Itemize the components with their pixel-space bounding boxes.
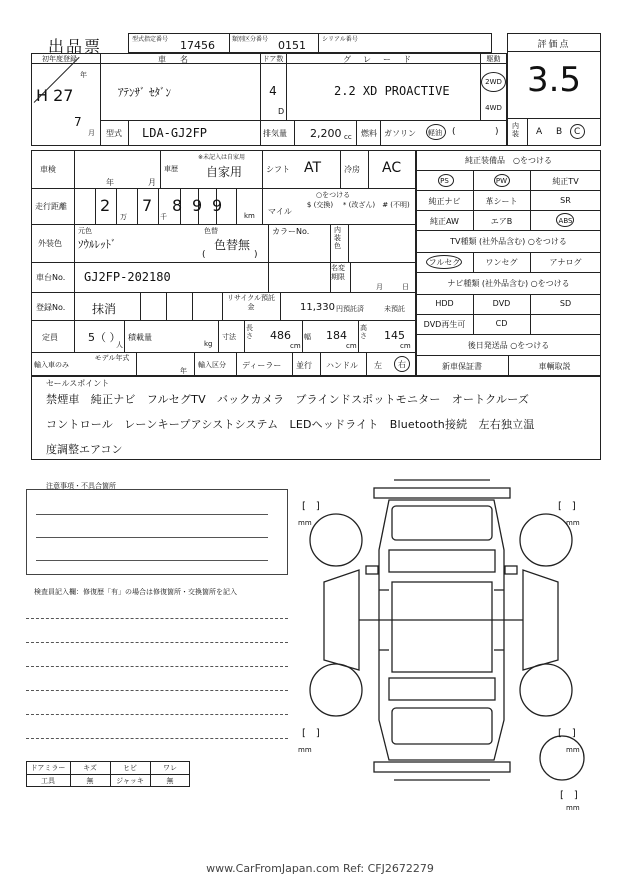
grade-label: グレード <box>343 55 423 64</box>
grade: 2.2 XD PROACTIVE <box>334 84 450 98</box>
equip-tv: 純正TV <box>552 177 579 186</box>
chassis-label: 車台No. <box>36 273 66 282</box>
name-change-label: 名変期限 <box>331 264 345 281</box>
left-side <box>324 570 359 670</box>
handle-right: 右 <box>398 360 406 369</box>
legend-h-crack: ヒビ <box>123 764 137 772</box>
fuel-label: 燃料 <box>361 129 377 138</box>
roof-outline <box>379 500 504 760</box>
height: 145 <box>384 329 405 342</box>
model-year-label: モデル年式 <box>94 354 130 362</box>
later-warranty: 新車保証書 <box>442 362 482 371</box>
navi-sd: SD <box>559 299 572 308</box>
mileage-label: 走行距離 <box>35 202 67 211</box>
displacement-unit: cc <box>344 133 352 141</box>
roof <box>392 582 492 672</box>
tv-analog: アナログ <box>549 258 582 267</box>
sales-line-2: コントロール レーンキープアシストシステム LEDヘッドライト Bluetooth接続 左右独立温 <box>46 418 535 431</box>
interior-b: B <box>556 127 563 137</box>
drive-2wd: 2WD <box>485 78 502 86</box>
original-color-label: 元色 <box>78 227 92 235</box>
car-body-diagram <box>294 470 594 810</box>
drive-label: 駆動 <box>486 55 501 63</box>
form-title: 出品票 <box>48 37 103 56</box>
later-manual: 車輌取説 <box>538 362 571 371</box>
drive-4wd: 4WD <box>485 104 502 112</box>
ac: AC <box>382 160 402 176</box>
inspection-month-unit: 月 <box>148 178 156 187</box>
mileage-km-unit: km <box>244 212 255 220</box>
handle-left: 左 <box>374 361 382 370</box>
equip-pw: PW <box>495 177 508 185</box>
navi-hdd: HDD <box>435 299 454 308</box>
door-suffix: D <box>278 107 285 116</box>
tire-rl-unit: mm <box>298 746 312 754</box>
class-code: 0151 <box>278 39 306 52</box>
later-label: 後日発送品 ○をつける <box>467 341 550 350</box>
mileage-opt-tamper: * (改ざん) <box>342 201 376 209</box>
chassis-no: GJ2FP-202180 <box>84 270 171 284</box>
equip-navi: 純正ナビ <box>428 197 461 206</box>
right-mirror <box>505 566 517 574</box>
model-code: 17456 <box>180 39 215 52</box>
capacity-label: 定員 <box>42 333 58 342</box>
tire-fl-bracket: [ ] <box>302 501 320 512</box>
tire-rr-unit: mm <box>566 746 580 754</box>
dims-label: 寸法 <box>222 333 236 341</box>
tv-fullseg: フルセグ <box>428 258 461 267</box>
door-label: ドア数 <box>262 55 284 63</box>
sales-line-1: 禁煙車 純正ナビ フルセグTV バックカメラ ブラインドスポットモニター オートクルーズ <box>46 393 530 406</box>
color-code-label: カラーNo. <box>272 227 310 236</box>
mileage-digit-2: 7 <box>142 196 153 215</box>
original-color: ｿｳﾙﾚｯﾄﾞ <box>78 238 117 251</box>
equip-abs: ABS <box>558 217 573 225</box>
displacement-label: 排気量 <box>263 129 287 138</box>
usage-note: ※未記入は自家用 <box>198 154 246 161</box>
first-reg-month: 7 <box>74 115 82 129</box>
equip-aw: 純正AW <box>430 217 459 226</box>
recycle-deposited: 円預託済 <box>336 305 364 313</box>
windshield <box>389 550 495 572</box>
interior-color-label: 内装色 <box>334 226 341 250</box>
mileage-sen-unit: 千 <box>160 213 167 221</box>
fuel-diesel: 軽油 <box>428 129 442 137</box>
mileage-digit-5: 9 <box>212 196 223 215</box>
serial-label: シリアル番号 <box>322 36 358 43</box>
legend-tools-value: 無 <box>86 777 94 785</box>
legend-jack-value: 無 <box>166 777 174 785</box>
first-reg-year: H 27 <box>36 86 74 105</box>
import-parallel: 並行 <box>296 361 312 370</box>
fuel-gas: ガソリン <box>384 129 416 138</box>
usage-label: 車歴 <box>164 165 178 173</box>
caution-label: 注意事項・不具合箇所 <box>46 482 116 490</box>
left-mirror <box>366 566 378 574</box>
color-change: 色替無 <box>214 238 251 252</box>
length-unit: cm <box>290 342 301 350</box>
legend-jack: ジャッキ <box>116 777 144 785</box>
score-value: 3.5 <box>526 60 582 100</box>
mileage-digit-1: 2 <box>100 196 111 215</box>
load-unit: kg <box>204 340 213 348</box>
import-dealer: ディーラー <box>242 361 282 370</box>
mileage-marker-note: ○をつける <box>316 191 351 199</box>
rear-right-tire <box>520 664 572 716</box>
spare-tire <box>540 736 584 780</box>
tire-rr-bracket: [ ] <box>558 728 576 739</box>
mileage-digit-4: 9 <box>192 196 203 215</box>
legend-h-scratch: キズ <box>83 764 97 772</box>
front-bumper <box>374 488 510 498</box>
mileage-opt-unknown: # (不明) <box>382 201 410 209</box>
import-type-label: 輸入区分 <box>198 361 226 369</box>
interior-c: C <box>574 127 581 137</box>
door-count: 4 <box>269 84 277 98</box>
rear-left-tire <box>310 664 362 716</box>
ac-label: 冷房 <box>344 165 360 174</box>
height-unit: cm <box>400 342 411 350</box>
interior-label: 内装 <box>512 122 519 138</box>
tv-type-label: TV種類 (社外品含む) ○をつける <box>450 237 567 246</box>
front-right-tire <box>520 514 572 566</box>
name-change-month: 月 <box>376 283 383 291</box>
sales-line-3: 度調整エアコン <box>46 443 123 456</box>
rear-window <box>389 678 495 700</box>
first-reg-month-unit: 月 <box>88 129 95 137</box>
color-change-label: 色替 <box>204 227 218 235</box>
handle-label: ハンドル <box>326 361 358 370</box>
navi-dvd: DVD <box>492 299 511 308</box>
recycle-amount: 11,330 <box>300 302 335 313</box>
shift-label: シフト <box>266 165 290 174</box>
registration: 抹消 <box>92 302 117 316</box>
interior-a: A <box>536 127 543 137</box>
length: 486 <box>270 329 291 342</box>
mileage-opt-mile: マイル <box>268 207 292 216</box>
first-reg-year-unit: 年 <box>80 71 87 79</box>
tire-fr-unit: mm <box>566 519 580 527</box>
navi-cd: CD <box>495 319 508 328</box>
rear-bumper <box>374 762 510 772</box>
mileage-man-unit: 万 <box>120 213 127 221</box>
navi-dvd-playback: DVD再生可 <box>423 320 466 329</box>
shift: AT <box>304 160 322 176</box>
navi-type-label: ナビ種類 (社外品含む) ○をつける <box>447 279 570 288</box>
capacity: 5 <box>88 331 95 344</box>
first-reg-label: 初年度登録 <box>42 55 77 63</box>
usage: 自家用 <box>206 165 243 179</box>
equip-leather: 革シート <box>485 197 518 206</box>
factory-note: ○をつける <box>513 156 552 165</box>
inspection-year-unit: 年 <box>106 178 114 187</box>
equip-airbag: エアB <box>490 217 513 226</box>
name-change-day: 日 <box>402 283 409 291</box>
import-label: 輸入車のみ <box>34 361 69 369</box>
type-label: 型式 <box>106 129 122 138</box>
tire-fr-bracket: [ ] <box>558 501 576 512</box>
displacement: 2,200 <box>310 127 342 140</box>
tire-fl-unit: mm <box>298 519 312 527</box>
legend-h-broken: ワレ <box>163 764 177 772</box>
capacity-unit: 人 <box>116 341 123 349</box>
width-label: 幅 <box>304 333 311 341</box>
sales-label: セールスポイント <box>46 379 110 388</box>
model-year-unit: 年 <box>180 367 187 375</box>
tv-oneseg: ワンセグ <box>485 258 518 267</box>
length-label: 長さ <box>246 324 253 340</box>
trunk <box>392 708 492 744</box>
tire-spare-bracket: [ ] <box>560 790 578 801</box>
color-label: 外装色 <box>38 239 62 248</box>
factory-label: 純正装備品 <box>465 156 505 165</box>
tire-rl-bracket: [ ] <box>302 728 320 739</box>
width-unit: cm <box>346 342 357 350</box>
score-label: 評価点 <box>537 40 571 50</box>
class-code-label: 類別区分番号 <box>232 36 269 43</box>
mileage-digit-3: 8 <box>172 196 183 215</box>
registration-label: 登録No. <box>36 303 66 312</box>
tire-spare-unit: mm <box>566 804 580 812</box>
load-label: 積載量 <box>128 333 152 342</box>
type-value: LDA-GJ2FP <box>142 126 208 140</box>
front-left-tire <box>310 514 362 566</box>
car-name-label: 車名 <box>158 55 202 64</box>
legend-tools: 工具 <box>41 777 55 785</box>
mileage-opt-exchange: $ (交換) <box>306 201 334 209</box>
right-side <box>523 570 558 670</box>
width: 184 <box>326 329 347 342</box>
legend-h-mirror: ドアミラー <box>30 764 66 772</box>
inspection-label: 車検 <box>40 165 56 174</box>
equip-ps: PS <box>440 177 449 185</box>
car-name: ｱﾃﾝｻﾞ ｾﾀﾞﾝ <box>118 86 171 99</box>
hood <box>392 506 492 540</box>
equip-sr: SR <box>560 196 571 205</box>
inspector-label: 検査員記入欄：修復歴「有」の場合は修復箇所・交換箇所を記入 <box>34 588 237 596</box>
model-code-label: 型式指定番号 <box>132 36 169 43</box>
recycle-label: リサイクル預託金 <box>226 294 276 311</box>
caution-box <box>26 489 288 575</box>
footer-watermark: www.CarFromJapan.com Ref: CFJ2672279 <box>206 862 434 875</box>
recycle-not: 未預託 <box>384 305 405 313</box>
height-label: 高さ <box>360 324 367 340</box>
